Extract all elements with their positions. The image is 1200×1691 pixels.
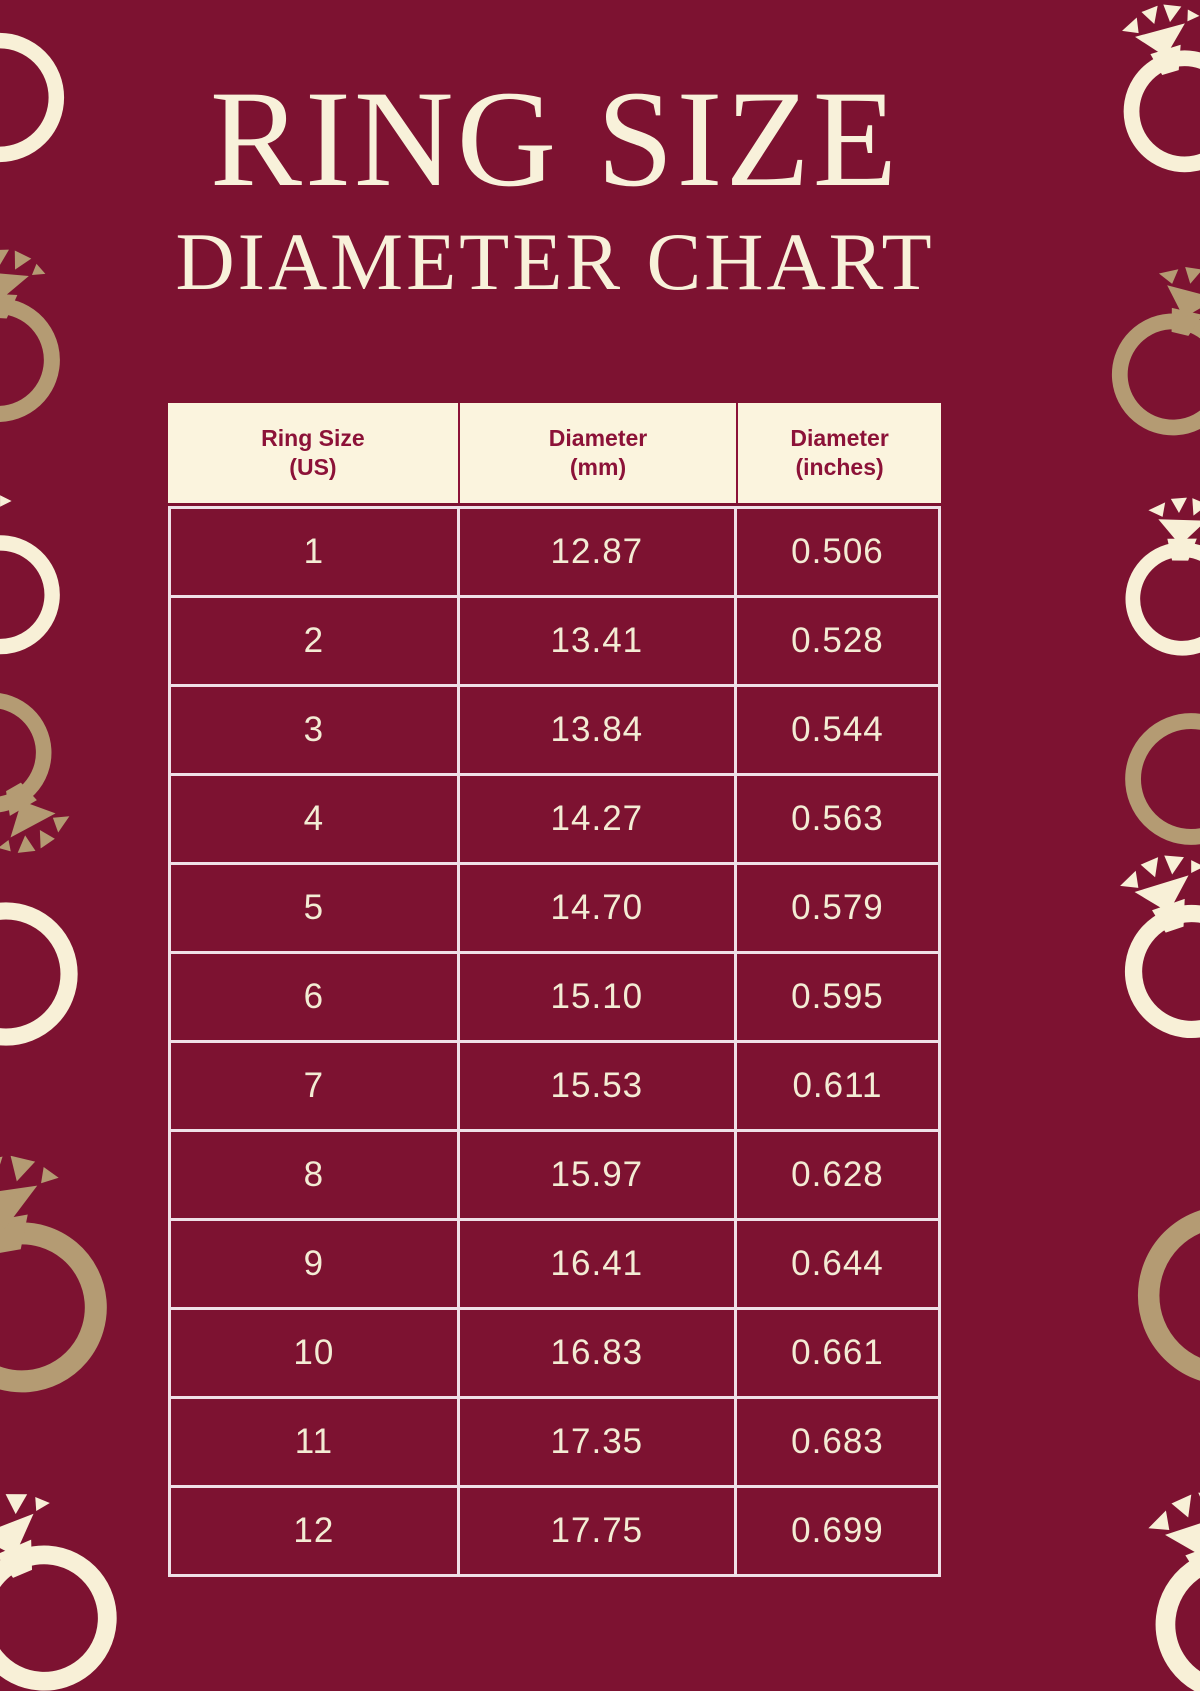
diameter-inches-cell: 0.506 xyxy=(735,508,939,597)
table-row xyxy=(170,864,940,953)
diameter-mm-cell: 14.70 xyxy=(458,864,735,953)
diameter-inches-cell: 0.628 xyxy=(735,1131,939,1220)
table-row xyxy=(170,597,940,686)
diameter-mm-cell: 12.87 xyxy=(458,508,735,597)
header-label: Ring Size xyxy=(261,425,365,452)
ring-band-icon xyxy=(0,888,92,1060)
engagement-ring-icon xyxy=(1076,246,1200,463)
ring-size-cell: 2 xyxy=(170,597,459,686)
ring-size-cell: 6 xyxy=(170,953,459,1042)
diameter-mm-cell: 15.53 xyxy=(458,1042,735,1131)
ring-size-cell: 11 xyxy=(170,1398,459,1487)
diameter-inches-cell: 0.595 xyxy=(735,953,939,1042)
table-row xyxy=(170,1487,940,1576)
engagement-ring-icon xyxy=(0,239,104,437)
diameter-inches-cell: 0.611 xyxy=(735,1042,939,1131)
diameter-mm-cell: 17.35 xyxy=(458,1398,735,1487)
ring-band-icon xyxy=(1112,700,1200,858)
ring-size-cell: 10 xyxy=(170,1309,459,1398)
page-title xyxy=(140,62,970,307)
diameter-mm-cell: 16.83 xyxy=(458,1309,735,1398)
diameter-mm-cell: 15.10 xyxy=(458,953,735,1042)
engagement-ring-icon xyxy=(0,1145,155,1405)
table-row xyxy=(170,1220,940,1309)
engagement-ring-icon xyxy=(0,470,101,674)
diameter-inches-cell: 0.579 xyxy=(735,864,939,953)
ring-size-cell: 8 xyxy=(170,1131,459,1220)
diameter-inches-cell: 0.699 xyxy=(735,1487,939,1576)
size-chart-table xyxy=(168,403,941,1577)
engagement-ring-icon xyxy=(1101,491,1200,664)
ring-band-icon xyxy=(1120,1188,1200,1403)
diameter-mm-cell: 13.41 xyxy=(458,597,735,686)
ring-size-cell: 7 xyxy=(170,1042,459,1131)
table-row xyxy=(170,1042,940,1131)
table-row xyxy=(170,953,940,1042)
header-label: Diameter xyxy=(790,425,889,452)
table-header-row xyxy=(168,403,941,503)
table-row xyxy=(170,1309,940,1398)
diameter-mm-cell: 16.41 xyxy=(458,1220,735,1309)
ring-size-cell: 9 xyxy=(170,1220,459,1309)
diameter-inches-cell: 0.644 xyxy=(735,1220,939,1309)
ring-size-cell: 3 xyxy=(170,686,459,775)
diameter-inches-cell: 0.528 xyxy=(735,597,939,686)
diameter-mm-cell: 15.97 xyxy=(458,1131,735,1220)
ring-size-cell: 4 xyxy=(170,775,459,864)
ring-size-cell: 12 xyxy=(170,1487,459,1576)
table-row xyxy=(170,1398,940,1487)
header-cell-diameter-inches xyxy=(736,403,941,503)
diameter-inches-cell: 0.661 xyxy=(735,1309,939,1398)
table-row xyxy=(170,686,940,775)
header-label: Diameter xyxy=(548,425,648,452)
page-title-line1: RING SIZE xyxy=(209,62,901,215)
diameter-inches-cell: 0.544 xyxy=(735,686,939,775)
header-sublabel: (US) xyxy=(289,454,337,480)
ring-size-cell: 5 xyxy=(170,864,459,953)
ring-size-cell: 1 xyxy=(170,508,459,597)
diameter-mm-cell: 17.75 xyxy=(458,1487,735,1576)
engagement-ring-icon xyxy=(0,662,110,888)
ring-band-icon xyxy=(0,20,77,175)
header-cell-ring-size xyxy=(168,403,458,503)
table-row xyxy=(170,775,940,864)
diameter-mm-cell: 14.27 xyxy=(458,775,735,864)
diameter-inches-cell: 0.683 xyxy=(735,1398,939,1487)
header-sublabel: (mm) xyxy=(569,454,627,480)
header-cell-diameter-mm xyxy=(458,403,736,503)
engagement-ring-icon xyxy=(1076,832,1200,1060)
diameter-inches-cell: 0.563 xyxy=(735,775,939,864)
header-sublabel: (inches) xyxy=(795,454,884,480)
table-row xyxy=(170,1131,940,1220)
engagement-ring-icon xyxy=(1082,0,1200,190)
page-title-line2: DIAMETER CHART xyxy=(175,215,935,307)
table-row xyxy=(170,508,940,597)
engagement-ring-icon xyxy=(1098,1464,1200,1691)
engagement-ring-icon xyxy=(0,1461,170,1691)
table-body xyxy=(168,506,941,1577)
diameter-mm-cell: 13.84 xyxy=(458,686,735,775)
